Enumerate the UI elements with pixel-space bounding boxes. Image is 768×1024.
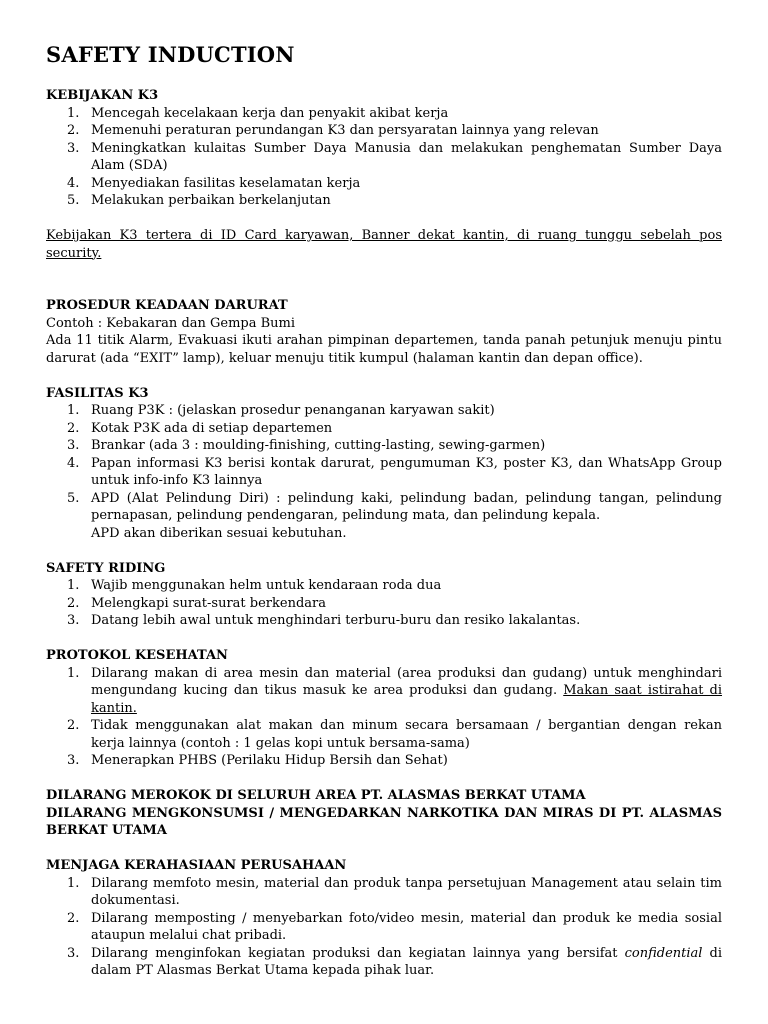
list-item: 3. Dilarang menginfokan kegiatan produksi dan kegiatan lainnya yang bersifat confidential di dalam PT Alasmas Berkat Utama kepada pihak luar. bbox=[67, 945, 722, 978]
riding-heading: SAFETY RIDING bbox=[46, 560, 166, 576]
no-smoking-notice: DILARANG MEROKOK DI SELURUH AREA PT. ALASMAS BERKAT UTAMA bbox=[46, 788, 586, 803]
list-item: 1. Ruang P3K : (jelaskan prosedur penanganan karyawan sakit) bbox=[67, 403, 495, 418]
kebijakan-note: Kebijakan K3 tertera di ID Card karyawan, Banner dekat kantin, di ruang tunggu sebelah pos security. bbox=[46, 228, 722, 261]
protokol-heading: PROTOKOL KESEHATAN bbox=[46, 648, 228, 663]
document-title: SAFETY INDUCTION bbox=[46, 42, 295, 67]
list-item: 3. Meningkatkan kulaitas Sumber Daya Manusia dan melakukan penghematan Sumber Daya Alam (SDA) bbox=[67, 140, 722, 173]
list-item: 2. Tidak menggunakan alat makan dan minum secara bersamaan / bergantian dengan rekan kerja lainnya (contoh : 1 gelas kopi untuk bersama-sama) bbox=[67, 718, 722, 751]
list-item: 3. Menerapkan PHBS (Perilaku Hidup Bersih dan Sehat) bbox=[67, 753, 448, 768]
confidential-word: confidential bbox=[624, 945, 703, 961]
list-item: 2. Memenuhi peraturan perundangan K3 dan persyaratan lainnya yang relevan bbox=[67, 123, 599, 138]
list-item: 5. Melakukan perbaikan berkelanjutan bbox=[67, 193, 331, 208]
list-item: 4. Menyediakan fasilitas keselamatan kerja bbox=[67, 175, 361, 191]
no-drugs-notice: DILARANG MENGKONSUMSI / MENGEDARKAN NARKOTIKA DAN MIRAS DI PT. ALASMAS BERKAT UTAMA bbox=[46, 805, 722, 838]
list-item: 2. Kotak P3K ada di setiap departemen bbox=[67, 420, 333, 436]
list-item: 2. Dilarang memposting / menyebarkan foto/video mesin, material dan produk ke media sosial ataupun melalui chat pribadi. bbox=[67, 910, 722, 943]
apd-note: APD akan diberikan sesuai kebutuhan. bbox=[91, 525, 347, 541]
list-item: 5. APD (Alat Pelindung Diri) : pelindung kaki, pelindung badan, pelindung tangan, pelindung pernapasan, pelindung pendengaran, pelindung mata, dan pelindung kepala. bbox=[67, 490, 722, 523]
prosedur-description: Ada 11 titik Alarm, Evakuasi ikuti arahan pimpinan departemen, tanda panah petunjuk menuju pintu darurat (ada “EXIT” lamp), keluar menuju titik kumpul (halaman kantin dan depan office). bbox=[46, 333, 722, 366]
kantin-note: Makan saat istirahat di kantin. bbox=[91, 683, 723, 716]
riding-list bbox=[46, 577, 722, 630]
list-item: 2. Melengkapi surat-surat berkendara bbox=[67, 595, 326, 611]
list-item: 1. Dilarang memfoto mesin, material dan produk tanpa persetujuan Management atau selain tim dokumentasi. bbox=[67, 875, 722, 908]
list-item: 1. Wajib menggunakan helm untuk kendaraan roda dua bbox=[67, 578, 442, 593]
protokol-list bbox=[46, 665, 722, 770]
prosedur-heading: PROSEDUR KEADAAN DARURAT bbox=[46, 298, 288, 313]
list-item: 1. Mencegah kecelakaan kerja dan penyakit akibat kerja bbox=[67, 105, 449, 121]
kebijakan-heading: KEBIJAKAN K3 bbox=[46, 88, 159, 103]
rahasia-heading: MENJAGA KERAHASIAAN PERUSAHAAN bbox=[46, 858, 347, 873]
list-item: 3. Brankar (ada 3 : moulding-finishing, cutting-lasting, sewing-garmen) bbox=[67, 438, 546, 453]
fasilitas-list bbox=[46, 402, 722, 525]
list-item: 1. Dilarang makan di area mesin dan material (area produksi dan gudang) untuk menghindari mengundang kucing dan tikus masuk ke area produksi dan gudang. Makan saat istirahat di kantin. bbox=[67, 665, 723, 716]
fasilitas-heading: FASILITAS K3 bbox=[46, 385, 149, 401]
kebijakan-list bbox=[46, 105, 722, 210]
list-item: 3. Datang lebih awal untuk menghindari terburu-buru dan resiko lakalantas. bbox=[67, 613, 581, 628]
rahasia-list bbox=[46, 875, 722, 980]
prosedur-example: Contoh : Kebakaran dan Gempa Bumi bbox=[46, 315, 296, 331]
list-item: 4. Papan informasi K3 berisi kontak darurat, pengumuman K3, poster K3, dan WhatsApp Group untuk info-info K3 lainnya bbox=[67, 455, 722, 488]
